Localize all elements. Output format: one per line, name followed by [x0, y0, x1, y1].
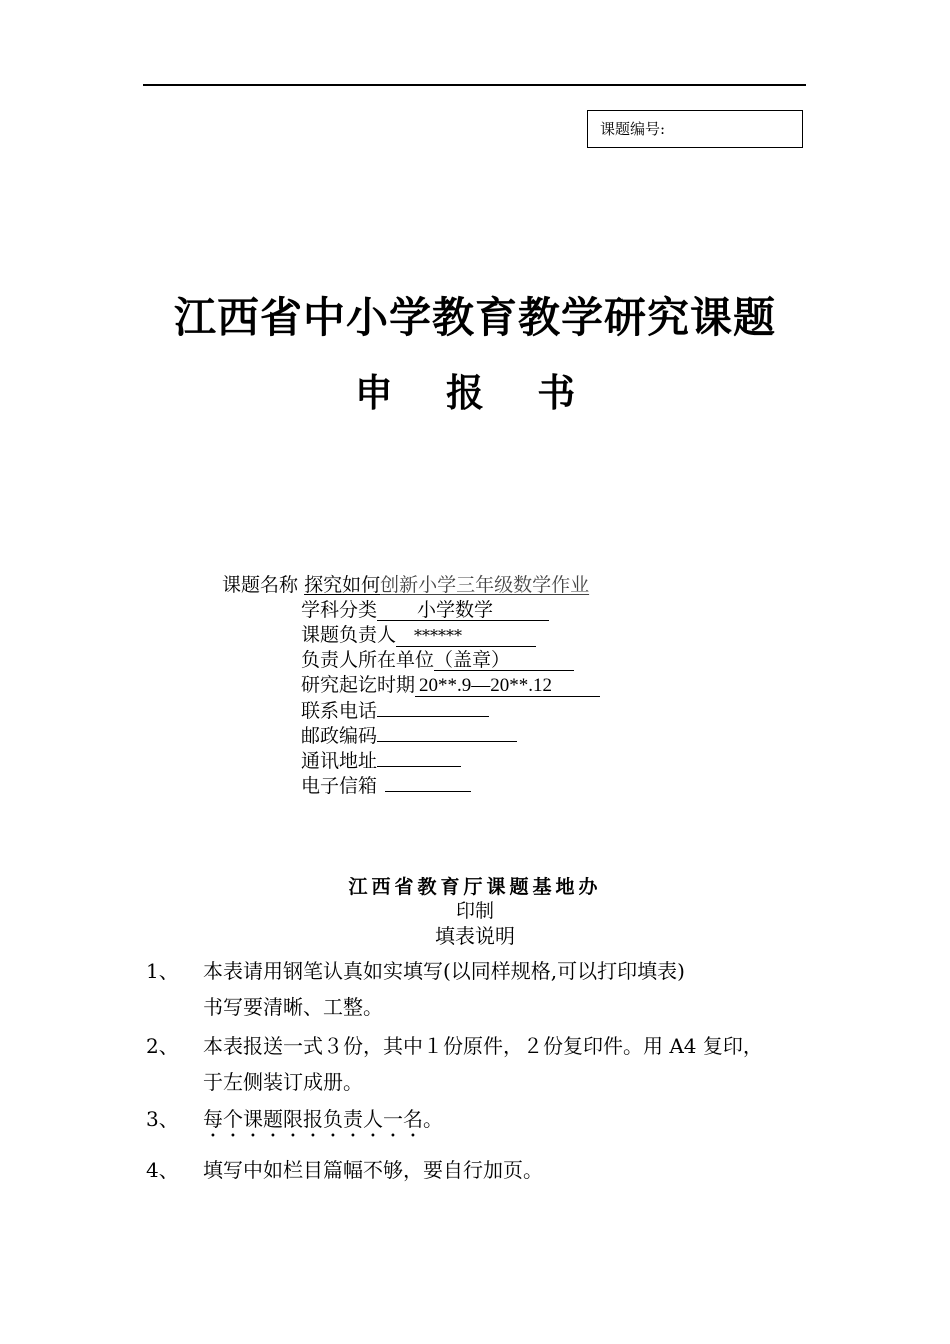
email-field[interactable]	[301, 773, 471, 798]
page-subtitle: 申 报 书	[354, 371, 596, 415]
leader-value-line	[396, 625, 536, 647]
item-2-number: 2、	[146, 1034, 179, 1058]
unit-field[interactable]	[301, 648, 574, 672]
item-3-line1: 每个课题限报负责人一名。	[203, 1107, 443, 1131]
subject-label: 学科分类	[301, 599, 378, 621]
phone-input-line[interactable]	[377, 698, 489, 717]
unit-value: （盖章）	[434, 649, 511, 671]
item-2-line2: 于左侧装订成册。	[203, 1070, 363, 1094]
email-input-line[interactable]	[385, 773, 471, 792]
period-value-line	[415, 675, 600, 697]
page-title: 江西省中小学教育教学研究课题	[173, 293, 776, 342]
issuer-org: 江西省教育厅课题基地办	[348, 876, 602, 898]
topic-value-a: 探究如何	[304, 574, 381, 596]
item-3-number: 3、	[146, 1107, 179, 1131]
topic-code-box[interactable]	[587, 110, 803, 148]
topic-code-label: 课题编号:	[600, 120, 666, 138]
topic-field[interactable]	[222, 573, 589, 597]
item-1-line2: 书写要清晰、工整。	[203, 995, 383, 1019]
period-label: 研究起讫时期	[301, 674, 416, 696]
period-field[interactable]	[301, 673, 600, 697]
topic-label: 课题名称	[222, 574, 299, 596]
address-label: 通讯地址	[301, 750, 378, 772]
unit-label: 负责人所在单位	[301, 649, 435, 671]
subject-value-line	[377, 600, 549, 621]
postcode-input-line[interactable]	[377, 723, 517, 742]
leader-value: ******	[414, 626, 463, 645]
item-4-line1: 填写中如栏目篇幅不够，要自行加页。	[203, 1158, 543, 1182]
item-2-line1: 本表报送一式３份，其中１份原件，２份复印件。用 A4 复印，	[203, 1034, 763, 1058]
unit-value-line	[434, 650, 574, 671]
item-1-number: 1、	[146, 959, 179, 983]
period-value: 20**.9—20**.12	[419, 675, 553, 696]
leader-field[interactable]	[301, 623, 536, 647]
subject-value: 小学数学	[417, 599, 494, 621]
item-1-line1: 本表请用钢笔认真如实填写(以同样规格,可以打印填表)	[203, 959, 685, 983]
postcode-field[interactable]	[301, 723, 517, 748]
leader-label: 课题负责人	[301, 624, 397, 646]
address-input-line[interactable]	[377, 748, 461, 767]
phone-field[interactable]	[301, 698, 489, 723]
instructions-title: 填表说明	[435, 924, 515, 948]
subject-field[interactable]	[301, 598, 549, 622]
issuer-printed: 印制	[455, 900, 494, 922]
phone-label: 联系电话	[301, 700, 378, 722]
topic-value-b: 创新小学三年级数学作业	[380, 574, 590, 596]
address-field[interactable]	[301, 748, 461, 773]
email-label: 电子信箱	[301, 775, 378, 797]
top-rule	[143, 84, 806, 86]
postcode-label: 邮政编码	[301, 725, 378, 747]
item-4-number: 4、	[146, 1158, 179, 1182]
